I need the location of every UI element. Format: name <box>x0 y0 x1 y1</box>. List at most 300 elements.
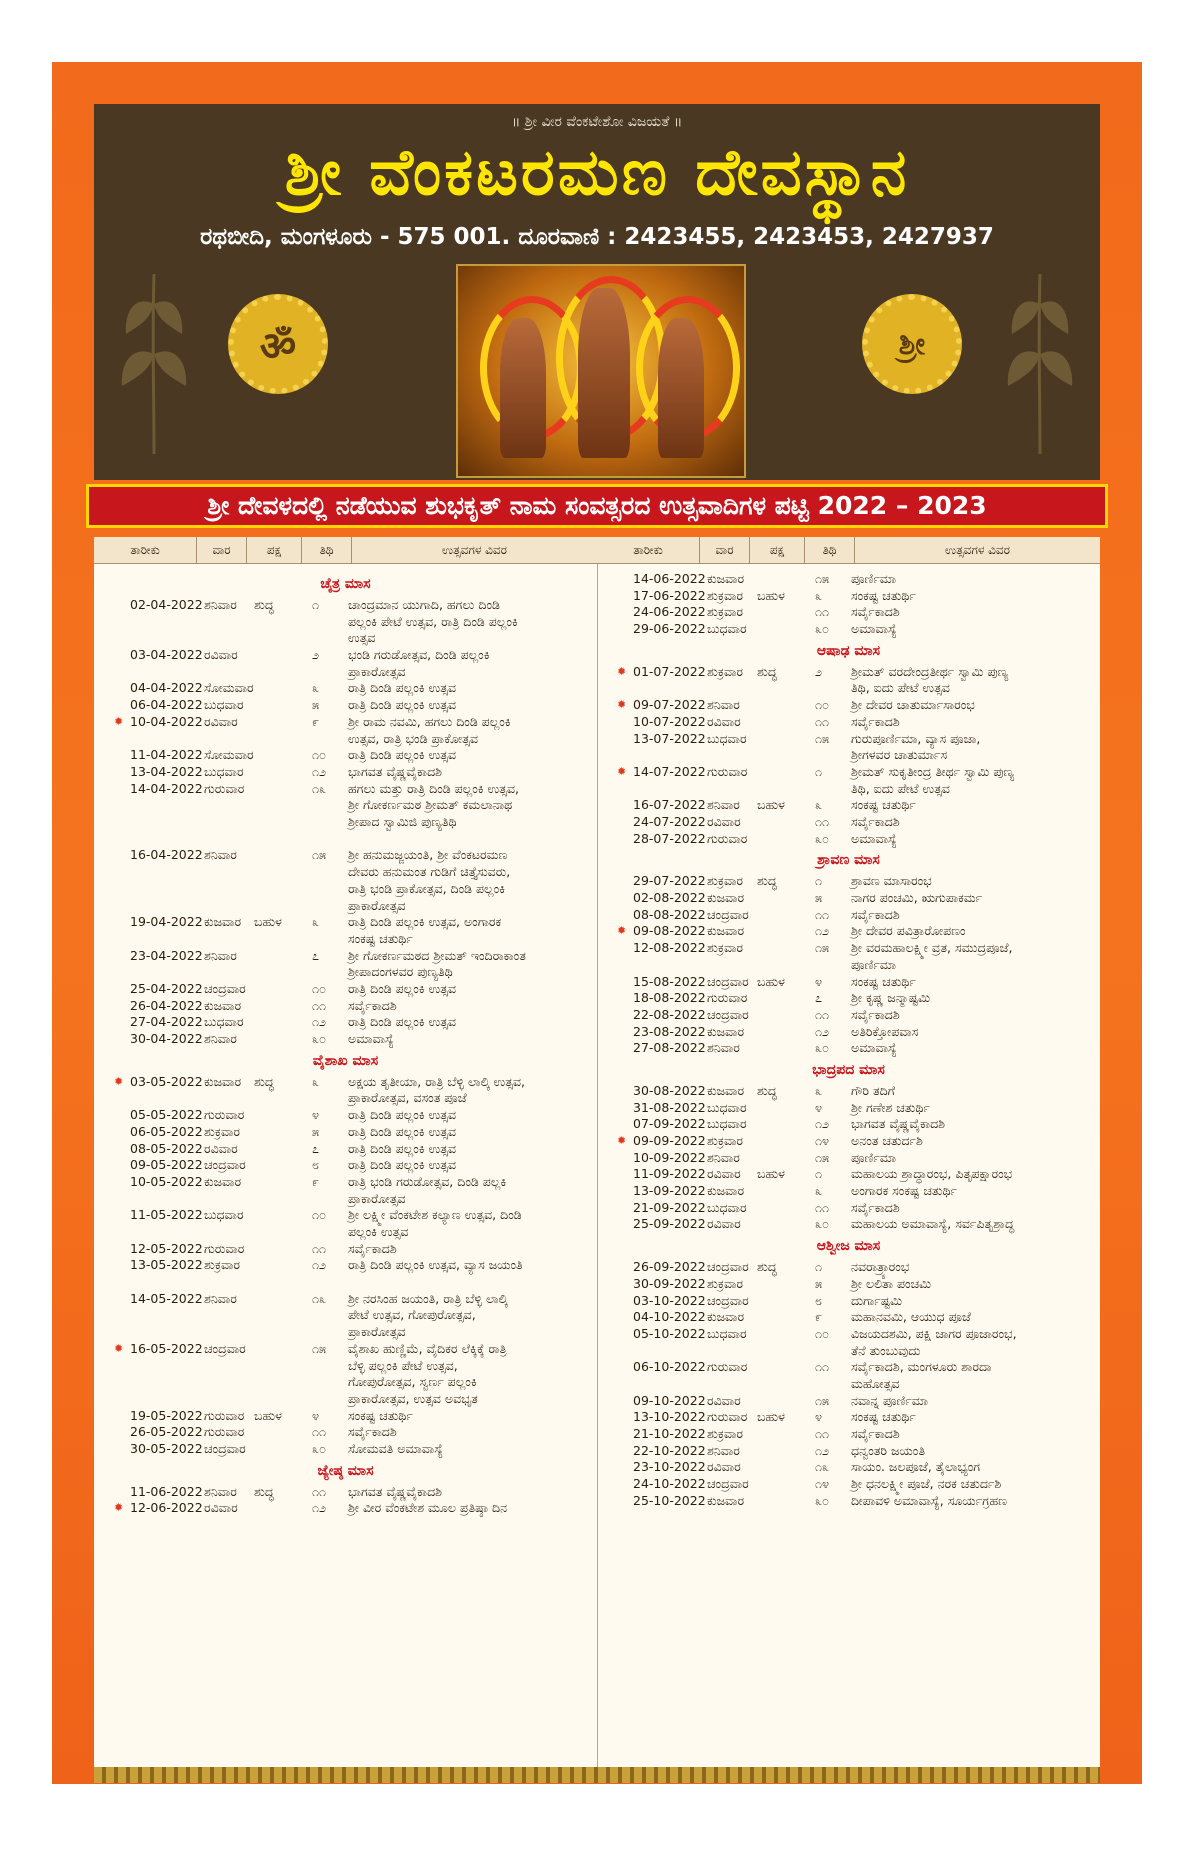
tithi-cell: ೮ <box>312 1157 320 1173</box>
left-rows <box>94 571 597 1517</box>
festival-row <box>597 831 1100 848</box>
event-cell: ಅಮಾವಾಸ್ಯೆ <box>851 621 897 637</box>
tithi-cell: ೧೨ <box>312 763 327 779</box>
date-cell: 02-04-2022 <box>130 597 203 612</box>
left-table-header <box>94 537 597 564</box>
right-column <box>597 537 1100 1767</box>
event-cell: ನವರಾತ್ರ್ಯಾರಂಭ <box>851 1259 910 1275</box>
special-day-icon: ✹ <box>617 924 627 938</box>
day-cell: ಕುಜವಾರ <box>707 571 745 586</box>
tithi-cell: ೧೧ <box>312 997 327 1013</box>
month-heading: ಆಷಾಢ ಮಾಸ <box>816 642 881 659</box>
event-cell: ಸರ್ವೈಕಾದಶಿ <box>851 1199 900 1215</box>
tithi-cell: ೧೧ <box>815 1426 830 1442</box>
tithi-cell: ೧೨ <box>815 1442 830 1458</box>
date-cell: 16-05-2022 <box>130 1340 203 1356</box>
date-cell: 14-06-2022 <box>633 571 706 586</box>
event-cell: ಸರ್ವೈಕಾದಶಿ <box>851 713 900 729</box>
tithi-cell: ೧೦ <box>312 981 327 996</box>
event-cell: ಶ್ರೀ ಕೃಷ್ಣ ಜನ್ಮಾಷ್ಟಮಿ <box>851 990 931 1006</box>
festival-row <box>597 1133 1100 1150</box>
event-cell: ರಾತ್ರಿ ದಿಂಡಿ ಪಲ್ಲಂಕಿ ಉತ್ಸವ, ವ್ಯಾಸ ಜಯಂತಿ <box>348 1257 523 1273</box>
event-cell: ಶ್ರೀ ವೀರ ವೆಂಕಟೇಶ ಮೂಲ ಪ್ರತಿಷ್ಠಾ ದಿನ <box>348 1500 508 1516</box>
special-day-icon: ✹ <box>617 764 627 778</box>
day-cell: ರವಿವಾರ <box>204 1500 238 1516</box>
festival-row <box>597 940 1100 973</box>
event-cell: ರಾತ್ರಿ ದಿಂಡಿ ಪಲ್ಲಂಕಿ ಉತ್ಸವ <box>348 680 456 696</box>
day-cell: ಸೋಮವಾರ <box>204 747 254 763</box>
event-cell: ಶ್ರೀ ವರಮಹಾಲಕ್ಷ್ಮೀ ವ್ರತ, ಸಮುದ್ರಪೂಜೆ, ಪೂರ್ಣಿಮಾ <box>851 940 1013 972</box>
event-cell: ದುರ್ಗಾಷ್ಟಮಿ <box>851 1292 903 1308</box>
date-cell: 22-10-2022 <box>633 1442 706 1458</box>
event-cell: ದೀಪಾವಳಿ ಅಮಾವಾಸ್ಯೆ, ಸೂರ್ಯಗ್ರಹಣ <box>851 1492 1007 1508</box>
festival-row <box>94 914 597 947</box>
event-cell: ಮಹಾಲಯ ಶ್ರಾದ್ಧಾರಂಭ, ಪಿತೃಪಕ್ಷಾರಂಭ <box>851 1166 1013 1182</box>
festival-row <box>597 1150 1100 1167</box>
festival-row <box>94 1174 597 1207</box>
tithi-cell: ೩೦ <box>312 1441 327 1457</box>
date-cell: 03-04-2022 <box>130 647 203 663</box>
day-cell: ಗುರುವಾರ <box>204 780 245 796</box>
day-cell: ಬುಧವಾರ <box>204 697 244 713</box>
date-cell: 09-07-2022 <box>633 697 706 713</box>
festival-row <box>94 1141 597 1158</box>
date-cell: 09-08-2022 <box>633 923 706 939</box>
tithi-cell: ೫ <box>815 890 823 906</box>
festival-row <box>94 1157 597 1174</box>
day-cell: ಗುರುವಾರ <box>204 1107 245 1123</box>
event-cell: ರಾತ್ರಿ ದಿಂಡಿ ಪಲ್ಲಂಕಿ ಉತ್ಸವ <box>348 697 456 713</box>
event-cell: ರಾತ್ರಿ ದಿಂಡಿ ಪಲ್ಲಂಕಿ ಉತ್ಸವ <box>348 1123 456 1139</box>
date-cell: 27-08-2022 <box>633 1040 706 1056</box>
tithi-cell: ೧೨ <box>312 1014 327 1030</box>
paksha-cell: ಬಹುಳ <box>757 587 785 603</box>
tithi-cell: ೧೩ <box>815 1459 830 1475</box>
festival-row <box>94 1424 597 1441</box>
tithi-cell: ೧೨ <box>815 1023 830 1039</box>
event-cell: ಶ್ರೀ ಧನಲಕ್ಷ್ಮೀ ಪೂಜೆ, ನರಕ ಚತುರ್ದಶಿ <box>851 1476 1002 1492</box>
date-cell: 21-09-2022 <box>633 1199 706 1215</box>
festival-row <box>94 597 597 647</box>
tithi-cell: ೨ <box>815 663 823 679</box>
day-cell: ಶನಿವಾರ <box>204 947 237 963</box>
event-cell: ಶ್ರೀ ಲಕ್ಷ್ಮೀ ವೆಂಕಟೇಶ ಕಲ್ಯಾಣ ಉತ್ಸವ, ದಿಂಡಿ ಪಲ್ಲಂಕಿ ಉತ್ಸವ <box>348 1207 522 1239</box>
festival-row <box>597 873 1100 890</box>
day-cell: ಕುಜವಾರ <box>707 1023 745 1039</box>
date-cell: 25-10-2022 <box>633 1492 706 1508</box>
month-heading: ಭಾದ್ರಪದ ಮಾಸ <box>812 1061 885 1078</box>
date-cell: 06-04-2022 <box>130 697 203 713</box>
paksha-cell: ಶುದ್ಧ <box>254 597 274 612</box>
event-cell: ಸರ್ವೈಕಾದಶಿ <box>348 1240 397 1256</box>
tithi-cell: ೪ <box>815 1099 823 1115</box>
day-cell: ಗುರುವಾರ <box>707 990 748 1006</box>
left-column <box>94 537 598 1767</box>
event-cell: ಸಂಕಷ್ಟ ಚತುರ್ಥಿ <box>348 1407 413 1423</box>
date-cell: 14-05-2022 <box>130 1290 203 1306</box>
festival-row <box>94 764 597 781</box>
event-cell: ರಾತ್ರಿ ದಿಂಡಿ ಪಲ್ಲಂಕಿ ಉತ್ಸವ <box>348 1107 456 1123</box>
event-cell: ಅಮಾವಾಸ್ಯೆ <box>851 830 897 846</box>
day-cell: ಕುಜವಾರ <box>707 1309 745 1325</box>
day-cell: ಶುಕ್ರವಾರ <box>707 1275 744 1291</box>
day-cell: ರವಿವಾರ <box>707 1166 741 1182</box>
tithi-cell: ೧೦ <box>815 1325 830 1341</box>
day-cell: ಕುಜವಾರ <box>204 1073 242 1089</box>
tithi-cell: ೧೪ <box>815 1133 830 1148</box>
event-cell: ಹಗಲು ಮತ್ತು ರಾತ್ರಿ ದಿಂಡಿ ಪಲ್ಲಂಕಿ ಉತ್ಸವ, ಶ್ರೀ ಗೋಕರ್ಣಮಠ ಶ್ರೀಮತ್ ಕಮಲಾನಾಥ ಶ್ರೀಪಾದ ಸ್ವಾಮಿಜಿ ಪುಣ್ಯತಿಥಿ <box>348 780 519 830</box>
tithi-cell: ೧ <box>815 1166 823 1182</box>
special-day-icon: ✹ <box>617 664 627 678</box>
day-cell: ಶನಿವಾರ <box>204 597 237 612</box>
day-cell: ಚಂದ್ರವಾರ <box>204 981 246 996</box>
festival-row <box>94 1014 597 1031</box>
date-cell: 14-07-2022 <box>633 763 706 779</box>
day-cell: ಕುಜವಾರ <box>707 923 745 939</box>
festival-row <box>94 1500 597 1517</box>
festival-row <box>94 1124 597 1141</box>
festival-row <box>597 990 1100 1007</box>
festival-row <box>94 1207 597 1240</box>
tithi-cell: ೧೧ <box>815 906 830 922</box>
event-cell: ರಾತ್ರಿ ದಿಂಡಿ ಪಲ್ಲಂಕಿ ಉತ್ಸವ <box>348 1157 456 1173</box>
special-day-icon: ✹ <box>617 1134 627 1147</box>
tithi-cell: ೧೨ <box>312 1500 327 1516</box>
date-cell: 24-07-2022 <box>633 813 706 829</box>
tithi-cell: ೧೫ <box>815 571 830 586</box>
date-cell: 12-08-2022 <box>633 940 706 956</box>
special-day-icon: ✹ <box>114 1501 124 1515</box>
date-cell: 09-05-2022 <box>130 1157 203 1173</box>
left-plant-ornament <box>114 264 194 454</box>
event-cell: ರಾತ್ರಿ ಭಂಡಿ ಗರುಡೋತ್ಸವ, ದಿಂಡಿ ಪಲ್ಲಕಿ ಪ್ರಾಕಾರೋತ್ಸವ <box>348 1173 507 1206</box>
date-cell: 23-04-2022 <box>130 947 203 963</box>
date-cell: 09-10-2022 <box>633 1392 706 1408</box>
special-day-icon: ✹ <box>617 698 627 712</box>
festival-row <box>597 1426 1100 1443</box>
temple-address: ರಥಬೀದಿ, ಮಂಗಳೂರು - 575 001. ದೂರವಾಣಿ : 2423455, 2423453, 2427937 <box>200 224 994 250</box>
day-cell: ಕುಜವಾರ <box>707 1082 745 1098</box>
date-cell: 29-07-2022 <box>633 873 706 889</box>
festival-row <box>597 588 1100 605</box>
tithi-cell: ೧೫ <box>815 940 830 956</box>
day-cell: ಶನಿವಾರ <box>204 1483 237 1499</box>
date-cell: 04-10-2022 <box>633 1309 706 1325</box>
date-cell: 30-04-2022 <box>130 1031 203 1047</box>
event-cell: ಭಾಗವತ ವೈಷ್ಣವೈಕಾದಶಿ <box>851 1116 946 1132</box>
day-cell: ಚಂದ್ರವಾರ <box>707 1006 749 1022</box>
day-cell: ಬುಧವಾರ <box>707 1099 747 1115</box>
tagline: ॥ ಶ್ರೀ ವೀರ ವೆಂಕಟೇಶೋ ವಿಜಯತೆ ॥ <box>511 114 683 130</box>
header-day: ವಾರ <box>197 537 247 563</box>
day-cell: ಬುಧವಾರ <box>204 1207 244 1223</box>
tithi-cell: ೪ <box>815 973 823 989</box>
event-cell: ಗುರುಪೂರ್ಣಿಮಾ, ವ್ಯಾಸ ಪೂಜಾ, ಶ್ರೀಗಳವರ ಚಾತುರ್ಮಾಸ <box>851 730 981 763</box>
day-cell: ಶುಕ್ರವಾರ <box>707 873 744 889</box>
festival-row <box>597 1116 1100 1133</box>
tithi-cell: ೧ <box>815 763 823 779</box>
tithi-cell: ೧ <box>815 1259 823 1275</box>
date-cell: 13-10-2022 <box>633 1409 706 1425</box>
date-cell: 08-05-2022 <box>130 1140 203 1156</box>
event-cell: ಸಂಕಷ್ಟ ಚತುರ್ಥಿ <box>851 797 916 813</box>
paksha-cell: ಶುದ್ಧ <box>757 1259 777 1275</box>
tithi-cell: ೪ <box>312 1407 320 1423</box>
date-cell: 10-09-2022 <box>633 1149 706 1165</box>
event-cell: ಶ್ರೀ ಹನುಮಜ್ಜಯಂತಿ, ಶ್ರೀ ವೆಂಕಟರಮಣ ದೇವರು ಹನುಮಂತ ಗುಡಿಗೆ ಚಿತ್ತೈಸುವರು, ರಾತ್ರಿ ಭಂಡಿ ಪ್ರಾಕೋತ್ಸವ, ದಿಂಡಿ ಪಲ್ಲಂಕಿ ಪ್ರಾಕಾರೋತ್ಸವ <box>348 847 511 913</box>
day-cell: ಶನಿವಾರ <box>707 1442 740 1458</box>
header-paksha: ಪಕ್ಷ <box>750 537 805 563</box>
festival-row <box>597 1459 1100 1476</box>
date-cell: 25-04-2022 <box>130 981 203 996</box>
paksha-cell: ಬಹುಳ <box>757 797 785 813</box>
festival-row <box>597 714 1100 731</box>
month-heading: ಶ್ರಾವಣ ಮಾಸ <box>817 852 880 869</box>
day-cell: ಗುರುವಾರ <box>707 763 748 779</box>
festival-row <box>94 847 597 914</box>
festival-row <box>597 1083 1100 1100</box>
day-cell: ಶುಕ್ರವಾರ <box>707 940 744 956</box>
festival-row <box>94 1241 597 1258</box>
tithi-cell: ೧೫ <box>312 1340 327 1356</box>
tithi-cell: ೪ <box>815 1409 823 1425</box>
paksha-cell: ಬಹುಳ <box>254 914 282 930</box>
festival-row <box>94 1291 597 1341</box>
festival-row <box>597 1309 1100 1326</box>
header-day: ವಾರ <box>700 537 750 563</box>
tithi-cell: ೭ <box>815 990 823 1006</box>
tithi-cell: ೧೧ <box>815 813 830 829</box>
header-date: ತಾರೀಕು <box>94 537 197 563</box>
festival-row <box>597 1007 1100 1024</box>
event-cell: ಸಂಕಷ್ಟ ಚತುರ್ಥಿ <box>851 587 916 603</box>
date-cell: 13-09-2022 <box>633 1183 706 1199</box>
festival-row <box>597 1476 1100 1493</box>
day-cell: ಬುಧವಾರ <box>204 763 244 779</box>
tithi-cell: ೩ <box>815 1183 823 1199</box>
tithi-cell: ೧೧ <box>815 713 830 729</box>
event-cell: ಅಕ್ಷಯ ತೃತೀಯಾ, ರಾತ್ರಿ ಬೆಳ್ಳಿ ಲಾಲ್ಕಿ ಉತ್ಸವ, ಪ್ರಾಕಾರೋತ್ಸವ, ವಸಂತ ಪೂಜೆ <box>348 1073 526 1106</box>
event-cell: ಭಂಡಿ ಗರುಡೋತ್ಸವ, ದಿಂಡಿ ಪಲ್ಲಂಕಿ ಪ್ರಾಕಾರೋತ್ಸವ <box>348 647 490 679</box>
festival-row <box>94 680 597 697</box>
tithi-cell: ೩೦ <box>815 1216 830 1232</box>
festival-list-banner: ಶ್ರೀ ದೇವಳದಲ್ಲಿ ನಡೆಯುವ ಶುಭಕೃತ್ ನಾಮ ಸಂವತ್ಸರದ ಉತ್ಸವಾದಿಗಳ ಪಟ್ಟಿ 2022 – 2023 <box>86 484 1108 528</box>
special-day-icon: ✹ <box>114 714 124 728</box>
paksha-cell: ಬಹುಳ <box>757 1166 785 1182</box>
tithi-cell: ೩೦ <box>312 1031 327 1047</box>
festival-row <box>597 923 1100 940</box>
tithi-cell: ೧೨ <box>815 1116 830 1132</box>
date-cell: 07-09-2022 <box>633 1116 706 1132</box>
date-cell: 10-04-2022 <box>130 713 203 729</box>
tithi-cell: ೧೧ <box>815 1006 830 1022</box>
decorative-border <box>94 1767 1100 1783</box>
tithi-cell: ೧೧ <box>312 1240 327 1256</box>
festival-row <box>597 1216 1100 1233</box>
festival-row <box>597 1293 1100 1310</box>
event-cell: ನವಾನ್ನ ಪೂರ್ಣಿಮಾ <box>851 1392 929 1408</box>
tithi-cell: ೧೧ <box>815 1359 830 1375</box>
date-cell: 21-10-2022 <box>633 1426 706 1442</box>
day-cell: ರವಿವಾರ <box>707 1216 741 1232</box>
event-cell: ಶ್ರೀ ಲಲಿತಾ ಪಂಚಮಿ <box>851 1275 932 1291</box>
day-cell: ಚಂದ್ರವಾರ <box>707 1476 749 1492</box>
festival-row <box>597 1024 1100 1041</box>
event-cell: ಸರ್ವೈಕಾದಶಿ <box>851 906 900 922</box>
day-cell: ರವಿವಾರ <box>707 1392 741 1408</box>
event-cell: ಸರ್ವೈಕಾದಶಿ <box>851 1006 900 1022</box>
festival-row <box>597 890 1100 907</box>
tithi-cell: ೩ <box>312 680 320 696</box>
day-cell: ಗುರುವಾರ <box>204 1407 245 1423</box>
tithi-cell: ೫ <box>815 1275 823 1291</box>
paksha-cell: ಬಹುಳ <box>757 1409 785 1425</box>
festival-row <box>94 981 597 998</box>
tithi-cell: ೨ <box>312 647 320 663</box>
tithi-cell: ೩೦ <box>815 830 830 846</box>
header-date: ತಾರೀಕು <box>597 537 700 563</box>
day-cell: ಚಂದ್ರವಾರ <box>707 1292 749 1308</box>
day-cell: ಶುಕ್ರವಾರ <box>707 663 744 679</box>
festival-row <box>94 697 597 714</box>
paksha-cell: ಶುದ್ಧ <box>757 873 777 889</box>
day-cell: ಬುಧವಾರ <box>204 1014 244 1030</box>
day-cell: ಕುಜವಾರ <box>707 890 745 906</box>
event-cell: ಪೂರ್ಣಿಮಾ <box>851 1149 897 1165</box>
event-cell: ಶ್ರೀ ರಾಮ ನವಮಿ, ಹಗಲು ದಿಂಡಿ ಪಲ್ಲಂಕಿ ಉತ್ಸವ, ರಾತ್ರಿ ಭಂಡಿ ಪ್ರಾಕೋತ್ಸವ <box>348 713 511 746</box>
event-cell: ಸಂಕಷ್ಟ ಚತುರ್ಥಿ <box>851 1409 916 1425</box>
tithi-cell: ೧೩ <box>312 1290 327 1306</box>
festival-row <box>597 764 1100 797</box>
tithi-cell: ೪ <box>312 1107 320 1123</box>
event-cell: ಭಾಗವತ ವೈಷ್ಣವೈಕಾದಶಿ <box>348 1483 443 1499</box>
event-cell: ಗೌರಿ ತದಿಗೆ <box>851 1082 895 1098</box>
tithi-cell: ೩೦ <box>815 621 830 637</box>
festival-row <box>597 974 1100 991</box>
event-cell: ರಾತ್ರಿ ದಿಂಡಿ ಪಲ್ಲಂಕಿ ಉತ್ಸವ <box>348 1140 456 1156</box>
temple-header <box>94 104 1100 480</box>
date-cell: 09-09-2022 <box>633 1133 706 1148</box>
festival-row <box>597 797 1100 814</box>
date-cell: 02-08-2022 <box>633 890 706 906</box>
event-cell: ಮಹಾಲಯ ಅಮಾವಾಸ್ಯೆ, ಸರ್ವಪಿತೃಶ್ರಾದ್ಧ <box>851 1216 1015 1232</box>
tithi-cell: ೩ <box>312 914 320 930</box>
date-cell: 06-10-2022 <box>633 1359 706 1375</box>
tithi-cell: ೧೩ <box>312 780 327 796</box>
tithi-cell: ೧೧ <box>815 1199 830 1215</box>
date-cell: 13-07-2022 <box>633 730 706 746</box>
event-cell: ರಾತ್ರಿ ದಿಂಡಿ ಪಲ್ಲಂಕಿ ಉತ್ಸವ <box>348 981 456 996</box>
day-cell: ಕುಜವಾರ <box>204 997 242 1013</box>
header-details: ಉತ್ಸವಗಳ ವಿವರ <box>442 543 507 557</box>
special-day-icon: ✹ <box>114 1074 124 1088</box>
event-cell: ಅನಂತ ಚತುರ್ದಶಿ <box>851 1133 923 1148</box>
date-cell: 08-08-2022 <box>633 906 706 922</box>
day-cell: ಗುರುವಾರ <box>707 1359 748 1375</box>
date-cell: 19-04-2022 <box>130 914 203 930</box>
day-cell: ಶನಿವಾರ <box>707 797 740 813</box>
day-cell: ಶನಿವಾರ <box>707 1149 740 1165</box>
tithi-cell: ೩ <box>815 587 823 603</box>
date-cell: 23-10-2022 <box>633 1459 706 1475</box>
event-cell: ರಾತ್ರಿ ದಿಂಡಿ ಪಲ್ಲಂಕಿ ಉತ್ಸವ <box>348 1014 456 1030</box>
date-cell: 16-04-2022 <box>130 847 203 863</box>
tithi-cell: ೯ <box>815 1309 823 1325</box>
paksha-cell: ಬಹುಳ <box>757 973 785 989</box>
event-cell: ಅಮಾವಾಸ್ಯೆ <box>851 1040 897 1056</box>
tithi-cell: ೧೧ <box>312 1483 327 1499</box>
day-cell: ಶುಕ್ರವಾರ <box>707 1426 744 1442</box>
event-cell: ವೈಶಾಖ ಹುಣ್ಣಿಮೆ, ವೈದಿಕರ ಲೆಕ್ಕಿಕ್ಕೆ ರಾತ್ರಿ ಬೆಳ್ಳಿ ಪಲ್ಲಂಕಿ ಪೇಟೆ ಉತ್ಸವ, ಗೋಪುರೋತ್ಸವ, ಸ್ವರ್ಣ ಪಲ್ಲಂಕಿ ಪ್ರಾಕಾರೋತ್ಸವ, ಉತ್ಸವ ಅವಭೃತ <box>348 1340 507 1406</box>
event-cell: ರಾತ್ರಿ ದಿಂಡಿ ಪಲ್ಲಂಕಿ ಉತ್ಸವ, ಅಂಗಾರಕ ಸಂಕಷ್ಟ ಚತುರ್ಥಿ <box>348 914 502 946</box>
festival-row <box>597 1393 1100 1410</box>
event-cell: ಭಾಗವತ ವೈಷ್ಣವೈಕಾದಶಿ <box>348 763 443 779</box>
temple-title: ಶ್ರೀ ವೆಂಕಟರಮಣ ದೇವಸ್ಥಾನ <box>284 136 910 210</box>
event-cell: ಶ್ರಾವಣ ಮಾಸಾರಂಭ <box>851 873 932 889</box>
festival-row <box>597 731 1100 764</box>
festival-row <box>597 1493 1100 1510</box>
day-cell: ಬುಧವಾರ <box>707 621 747 637</box>
date-cell: 24-06-2022 <box>633 604 706 620</box>
date-cell: 10-05-2022 <box>130 1173 203 1189</box>
tithi-cell: ೩ <box>815 1082 823 1098</box>
month-heading: ಚೈತ್ರ ಮಾಸ <box>320 576 371 592</box>
festival-row <box>597 664 1100 697</box>
day-cell: ಚಂದ್ರವಾರ <box>204 1441 246 1457</box>
event-cell: ಸರ್ವೈಕಾದಶಿ <box>851 604 900 620</box>
event-cell: ಸರ್ವೈಕಾದಶಿ <box>348 1424 397 1440</box>
tithi-cell: ೧೨ <box>312 1257 327 1273</box>
date-cell: 26-04-2022 <box>130 997 203 1013</box>
date-cell: 17-06-2022 <box>633 587 706 603</box>
event-cell: ರಾತ್ರಿ ದಿಂಡಿ ಪಲ್ಲಂಕಿ ಉತ್ಸವ <box>348 747 456 763</box>
event-cell: ಶ್ರೀ ನರಸಿಂಹ ಜಯಂತಿ, ರಾತ್ರಿ ಬೆಳ್ಳಿ ಲಾಲ್ಕಿ ಪೇಟೆ ಉತ್ಸವ, ಗೋಪುರೋತ್ಸವ, ಪ್ರಾಕಾರೋತ್ಸವ <box>348 1290 508 1340</box>
event-cell: ಶ್ರೀಮತ್ ಸುಕೃತೀಂದ್ರ ತೀರ್ಥ ಸ್ವಾಮಿ ಪುಣ್ಯ ತಿಥಿ, ಐದು ಪೇಟೆ ಉತ್ಸವ <box>851 763 1015 796</box>
date-cell: 19-05-2022 <box>130 1407 203 1423</box>
festival-row <box>597 814 1100 831</box>
day-cell: ಕುಜವಾರ <box>204 914 242 930</box>
day-cell: ಬುಧವಾರ <box>707 1199 747 1215</box>
day-cell: ಚಂದ್ರವಾರ <box>707 906 749 922</box>
day-cell: ಶನಿವಾರ <box>707 1040 740 1056</box>
special-day-icon: ✹ <box>114 1341 124 1355</box>
date-cell: 28-07-2022 <box>633 830 706 846</box>
date-cell: 01-07-2022 <box>633 663 706 679</box>
day-cell: ರವಿವಾರ <box>707 813 741 829</box>
date-cell: 04-04-2022 <box>130 680 203 696</box>
right-rows <box>597 571 1100 1509</box>
month-heading: ಆಶ್ವೀಜ ಮಾಸ <box>816 1238 881 1255</box>
festival-row <box>597 621 1100 638</box>
tithi-cell: ೧೪ <box>815 1476 830 1492</box>
date-cell: 05-05-2022 <box>130 1107 203 1123</box>
date-cell: 18-08-2022 <box>633 990 706 1006</box>
event-cell: ಸರ್ವೈಕಾದಶಿ <box>851 813 900 829</box>
festival-row <box>597 1443 1100 1460</box>
tithi-cell: ೧೫ <box>815 1149 830 1165</box>
day-cell: ಕುಜವಾರ <box>707 1492 745 1508</box>
festival-row <box>597 1276 1100 1293</box>
date-cell: 23-08-2022 <box>633 1023 706 1039</box>
day-cell: ಶುಕ್ರವಾರ <box>707 587 744 603</box>
day-cell: ಶನಿವಾರ <box>204 1031 237 1047</box>
day-cell: ಶುಕ್ರವಾರ <box>707 604 744 620</box>
event-cell: ಅತಿರಿಕ್ತೋಪವಾಸ <box>851 1023 919 1039</box>
date-cell: 16-07-2022 <box>633 797 706 813</box>
paksha-cell: ಶುದ್ಧ <box>254 1483 274 1499</box>
tithi-cell: ೧೦ <box>312 1207 327 1223</box>
tithi-cell: ೭ <box>312 947 320 963</box>
